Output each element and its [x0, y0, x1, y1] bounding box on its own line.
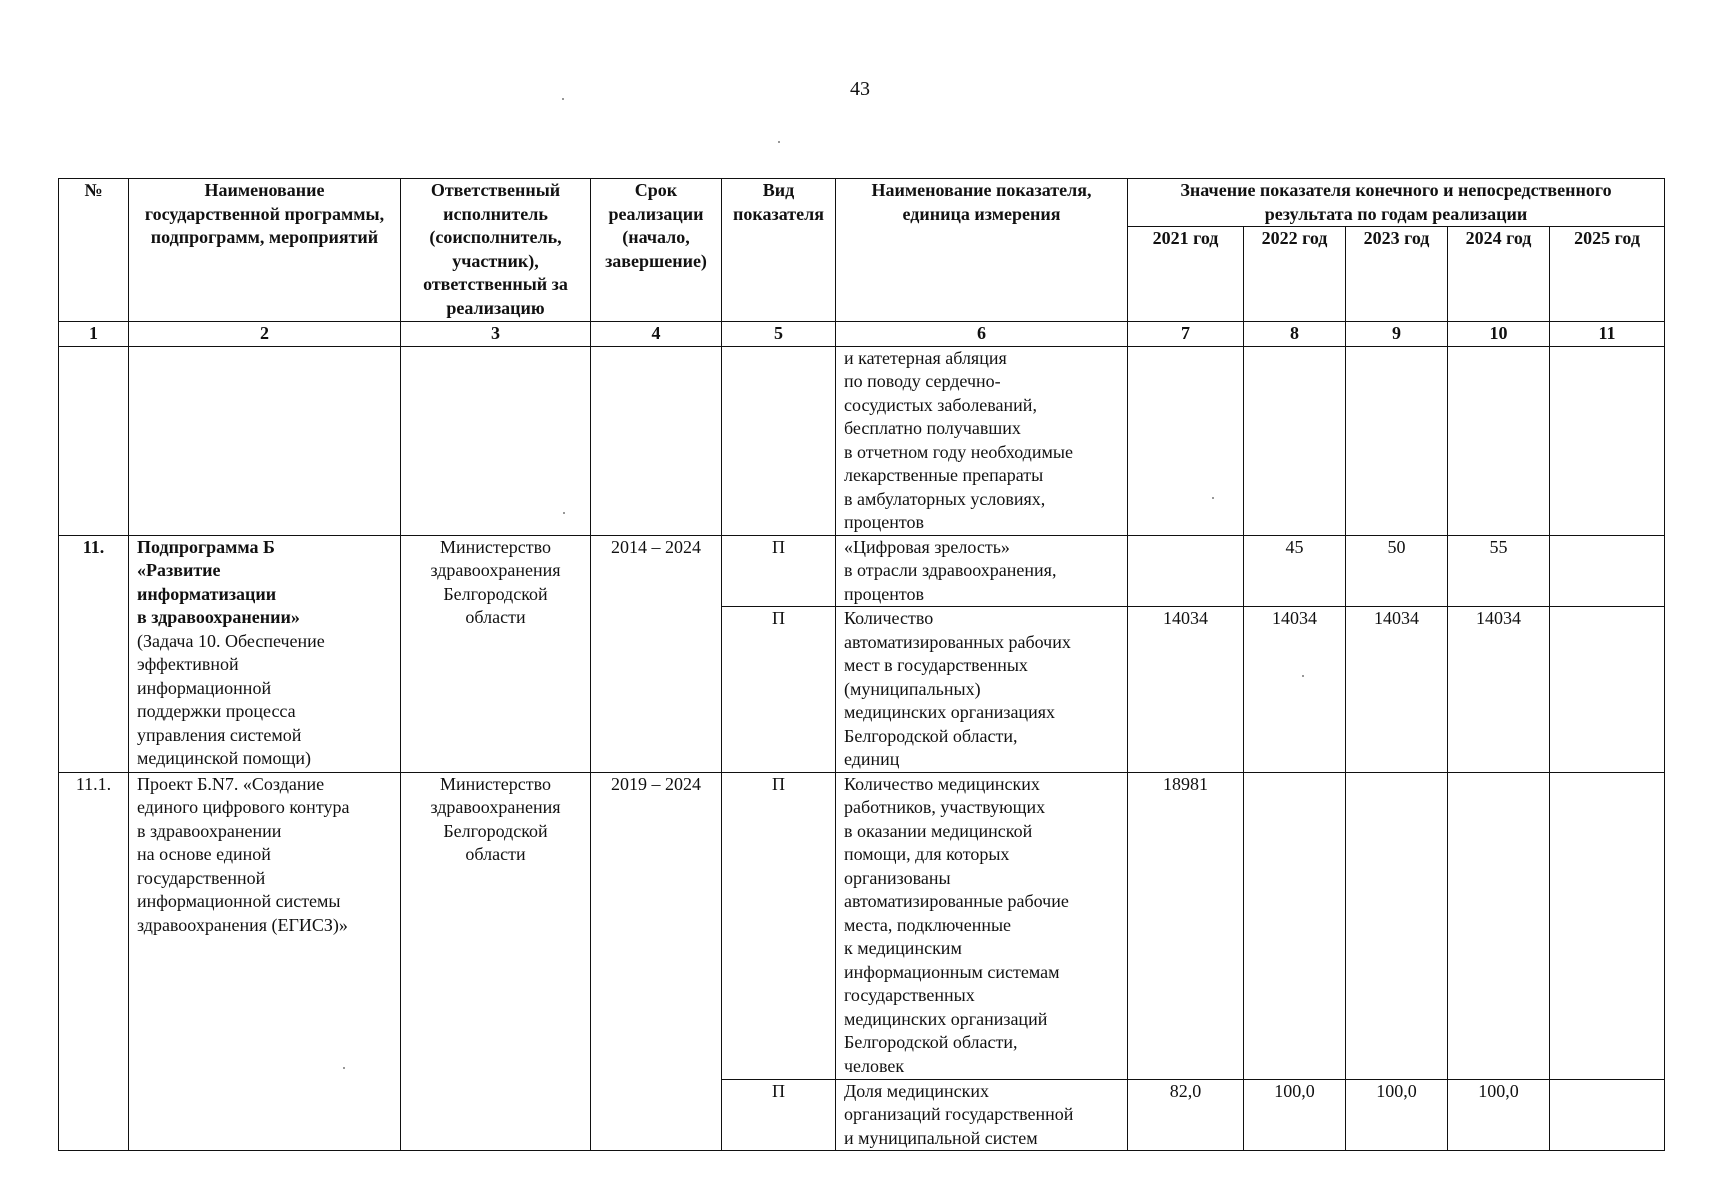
value-cell	[1550, 535, 1665, 607]
column-number: 10	[1448, 322, 1550, 347]
header-values-group: Значение показателя конечного и непосредственного результата по годам реализации	[1128, 179, 1665, 227]
column-number: 1	[59, 322, 129, 347]
subprogram-task: (Задача 10. Обеспечение эффективной информационной поддержки процесса управления системой медицинской помощи)	[137, 630, 325, 768]
value-cell	[1448, 346, 1550, 535]
column-number: 5	[722, 322, 836, 347]
value-cell: 45	[1244, 535, 1346, 607]
column-number: 6	[836, 322, 1128, 347]
header-year-2021: 2021 год	[1128, 227, 1244, 322]
value-cell: 14034	[1448, 607, 1550, 773]
column-number-row	[59, 322, 1665, 347]
value-cell	[1550, 1079, 1665, 1151]
header-year-2025: 2025 год	[1550, 227, 1665, 322]
header-indicator-type: Вид показателя	[722, 179, 836, 322]
indicator-name-cell: Количество медицинских работников, участвующих в оказании медицинской помощи, для которых организованы автоматизированные рабочие места, подключенные к медицинским информационным системам государственных медицинских организаций Белгородской области, человек	[836, 772, 1128, 1079]
program-name-cell	[129, 346, 401, 535]
indicator-name-cell: и катетерная абляция по поводу сердечно- сосудистых заболеваний, бесплатно получавших в отчетном году необходимые лекарственные препараты в амбулаторных условиях, процентов	[836, 346, 1128, 535]
indicator-type-cell: П	[722, 607, 836, 773]
indicator-type-cell: П	[722, 535, 836, 607]
executor-cell	[401, 346, 591, 535]
table-row-continuation	[59, 346, 1665, 535]
indicator-table-sheet	[58, 178, 1664, 1151]
value-cell: 14034	[1128, 607, 1244, 773]
indicator-type-cell	[722, 346, 836, 535]
column-number: 2	[129, 322, 401, 347]
table-row-11-1	[59, 772, 1665, 1079]
program-name-cell: Проект Б.N7. «Создание единого цифрового контура в здравоохранении на основе единой государственной информационной системы здравоохранения (ЕГИСЗ)»	[129, 772, 401, 1151]
value-cell	[1346, 346, 1448, 535]
value-cell	[1128, 346, 1244, 535]
header-indicator-name: Наименование показателя, единица измерения	[836, 179, 1128, 322]
column-number: 7	[1128, 322, 1244, 347]
header-executor: Ответственный исполнитель (соисполнитель, участник), ответственный за реализацию	[401, 179, 591, 322]
header-number: №	[59, 179, 129, 322]
value-cell	[1550, 772, 1665, 1079]
indicators-table	[58, 178, 1665, 1151]
value-cell: 82,0	[1128, 1079, 1244, 1151]
term-cell	[591, 346, 722, 535]
header-year-2024: 2024 год	[1448, 227, 1550, 322]
value-cell	[1128, 535, 1244, 607]
program-name-cell	[129, 535, 401, 772]
indicator-type-cell: П	[722, 772, 836, 1079]
column-number: 11	[1550, 322, 1665, 347]
term-cell: 2014 – 2024	[591, 535, 722, 772]
row-number-cell: 11.	[59, 535, 129, 772]
indicator-type-cell: П	[722, 1079, 836, 1151]
indicator-name-cell: Количество автоматизированных рабочих мест в государственных (муниципальных) медицинских организациях Белгородской области, единиц	[836, 607, 1128, 773]
column-number: 9	[1346, 322, 1448, 347]
row-number-cell	[59, 346, 129, 535]
value-cell	[1448, 772, 1550, 1079]
column-number: 3	[401, 322, 591, 347]
column-number: 8	[1244, 322, 1346, 347]
value-cell	[1244, 772, 1346, 1079]
scan-speck	[778, 141, 780, 143]
value-cell	[1550, 607, 1665, 773]
header-year-2022: 2022 год	[1244, 227, 1346, 322]
value-cell: 50	[1346, 535, 1448, 607]
header-year-2023: 2023 год	[1346, 227, 1448, 322]
value-cell	[1244, 346, 1346, 535]
value-cell	[1550, 346, 1665, 535]
value-cell: 100,0	[1346, 1079, 1448, 1151]
term-cell: 2019 – 2024	[591, 772, 722, 1151]
value-cell	[1346, 772, 1448, 1079]
value-cell: 18981	[1128, 772, 1244, 1079]
value-cell: 100,0	[1448, 1079, 1550, 1151]
value-cell: 55	[1448, 535, 1550, 607]
indicator-name-cell: Доля медицинских организаций государственной и муниципальной систем	[836, 1079, 1128, 1151]
executor-cell: Министерство здравоохранения Белгородской области	[401, 772, 591, 1151]
table-row-11	[59, 535, 1665, 607]
value-cell: 14034	[1346, 607, 1448, 773]
page-number: 43	[850, 78, 870, 100]
header-row	[59, 179, 1665, 227]
header-term: Срок реализации (начало, завершение)	[591, 179, 722, 322]
row-number-cell: 11.1.	[59, 772, 129, 1151]
value-cell: 100,0	[1244, 1079, 1346, 1151]
subprogram-title: Подпрограмма Б «Развитие информатизации в здравоохранении»	[137, 536, 300, 627]
header-program-name: Наименование государственной программы, подпрограмм, мероприятий	[129, 179, 401, 322]
column-number: 4	[591, 322, 722, 347]
value-cell: 14034	[1244, 607, 1346, 773]
executor-cell: Министерство здравоохранения Белгородской области	[401, 535, 591, 772]
scan-speck	[562, 98, 564, 100]
indicator-name-cell: «Цифровая зрелость» в отрасли здравоохранения, процентов	[836, 535, 1128, 607]
